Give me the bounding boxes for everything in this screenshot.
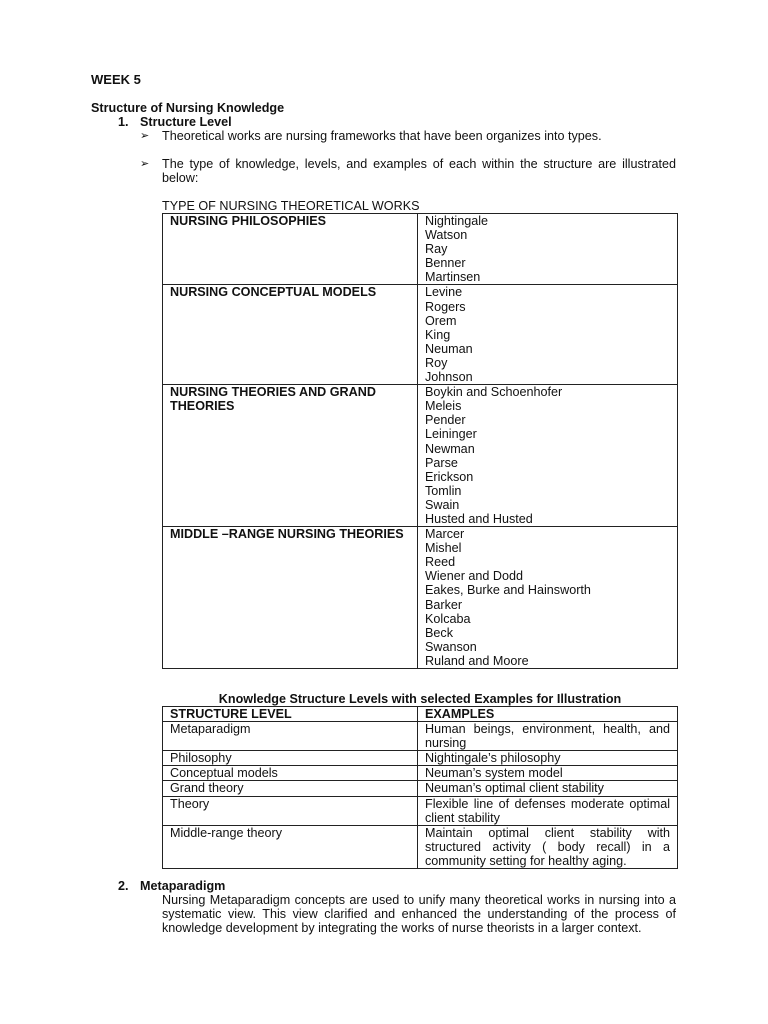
theorist-name: Johnson: [425, 370, 473, 385]
example-cell: Human beings, environment, health, and nursing: [418, 722, 678, 751]
section-2-number: 2.: [118, 879, 129, 893]
theorists-cell: [418, 214, 678, 285]
example-cell: Neuman’s optimal client stability: [418, 781, 678, 796]
theorist-name: Orem: [425, 313, 457, 328]
structure-level-cell: Theory: [163, 796, 418, 825]
structure-level-cell: Middle-range theory: [163, 825, 418, 868]
theorist-name: Benner: [425, 256, 466, 271]
table-row: [163, 722, 678, 751]
structure-title: Structure of Nursing Knowledge: [91, 101, 285, 115]
category-cell: MIDDLE –RANGE NURSING THEORIES: [163, 527, 418, 669]
table-row: [163, 766, 678, 781]
theorist-name: Beck: [425, 625, 453, 640]
example-cell: Flexible line of defenses moderate optimal client stability: [418, 796, 678, 825]
table-row: [163, 825, 678, 868]
table-row: [163, 796, 678, 825]
theorist-name: Swain: [425, 497, 460, 512]
table-row: [163, 527, 678, 669]
table-row: [163, 214, 678, 285]
theorist-name: Ray: [425, 242, 448, 257]
structure-level-cell: Conceptual models: [163, 766, 418, 781]
theorist-name: Boykin and Schoenhofer: [425, 385, 563, 400]
theorist-name: Rogers: [425, 299, 466, 314]
theorist-name: Reed: [425, 555, 456, 570]
theorist-name: Watson: [425, 228, 468, 243]
theorist-name: Roy: [425, 355, 448, 370]
theorist-name: Kolcaba: [425, 611, 471, 626]
section-1-title: Structure Level: [140, 115, 232, 129]
section-2-heading: [118, 879, 225, 893]
example-cell: Nightingale’s philosophy: [418, 751, 678, 766]
structure-level-cell: Metaparadigm: [163, 722, 418, 751]
theorist-name: Wiener and Dodd: [425, 569, 524, 584]
theorist-name: Meleis: [425, 399, 462, 414]
theorist-name: Newman: [425, 441, 475, 456]
theorist-name: Levine: [425, 285, 463, 300]
section-1-number: 1.: [118, 115, 129, 129]
category-cell: NURSING CONCEPTUAL MODELS: [163, 285, 418, 385]
arrow-bullet-icon: ➢: [140, 130, 150, 142]
theorist-name: Martinsen: [425, 270, 481, 285]
theorist-name: Husted and Husted: [425, 511, 533, 526]
theorist-name: Erickson: [425, 469, 474, 484]
arrow-bullet-icon: ➢: [140, 158, 150, 170]
theorist-name: Tomlin: [425, 483, 462, 498]
bullet-text-2: The type of knowledge, levels, and examples of each within the structure are illustrated below:: [162, 157, 676, 185]
example-cell: Maintain optimal client stability with structured activity ( body recall) in a community setting for healthy aging.: [418, 825, 678, 868]
header-structure-level: STRUCTURE LEVEL: [163, 707, 418, 722]
metaparadigm-paragraph: Nursing Metaparadigm concepts are used to unify many theoretical works in nursing into a systematic view. This view clarified and enhanced the understanding of the process of knowledge development by integrating the works of nurse theorists in a larger context.: [162, 893, 676, 935]
theorist-name: Marcer: [425, 527, 465, 542]
theorist-name: Pender: [425, 413, 466, 428]
theorist-name: Parse: [425, 455, 458, 470]
bullet-item-1: [140, 129, 676, 143]
table-header-row: [163, 707, 678, 722]
example-cell: Neuman’s system model: [418, 766, 678, 781]
theorist-name: Ruland and Moore: [425, 653, 529, 668]
theorist-name: Nightingale: [425, 214, 489, 228]
table-2-caption: Knowledge Structure Levels with selected Examples for Illustration: [218, 692, 622, 706]
table-row: [163, 751, 678, 766]
section-1-heading: [118, 115, 232, 129]
table-row: [163, 385, 678, 527]
theorists-cell: [418, 285, 678, 385]
theorist-name: Neuman: [425, 341, 473, 356]
theorist-name: Mishel: [425, 541, 462, 556]
theorist-name: Barker: [425, 597, 463, 612]
week-heading: WEEK 5: [91, 72, 141, 87]
table-1-caption: TYPE OF NURSING THEORETICAL WORKS: [162, 199, 420, 213]
category-cell: NURSING THEORIES AND GRAND THEORIES: [163, 385, 418, 527]
header-examples: EXAMPLES: [418, 707, 678, 722]
table-row: [163, 285, 678, 385]
theorists-cell: [418, 527, 678, 669]
structure-level-cell: Grand theory: [163, 781, 418, 796]
table-row: [163, 781, 678, 796]
theoretical-works-table: [162, 213, 678, 669]
theorist-name: King: [425, 327, 451, 342]
category-cell: NURSING PHILOSOPHIES: [163, 214, 418, 285]
theorists-cell: [418, 385, 678, 527]
bullet-item-2: [140, 157, 676, 185]
structure-level-cell: Philosophy: [163, 751, 418, 766]
section-2-title: Metaparadigm: [140, 879, 226, 893]
theorist-name: Eakes, Burke and Hainsworth: [425, 583, 591, 598]
bullet-text-1: Theoretical works are nursing frameworks that have been organizes into types.: [162, 129, 602, 143]
theorist-name: Swanson: [425, 639, 477, 654]
knowledge-structure-table: [162, 706, 678, 869]
theorist-name: Leininger: [425, 427, 477, 442]
